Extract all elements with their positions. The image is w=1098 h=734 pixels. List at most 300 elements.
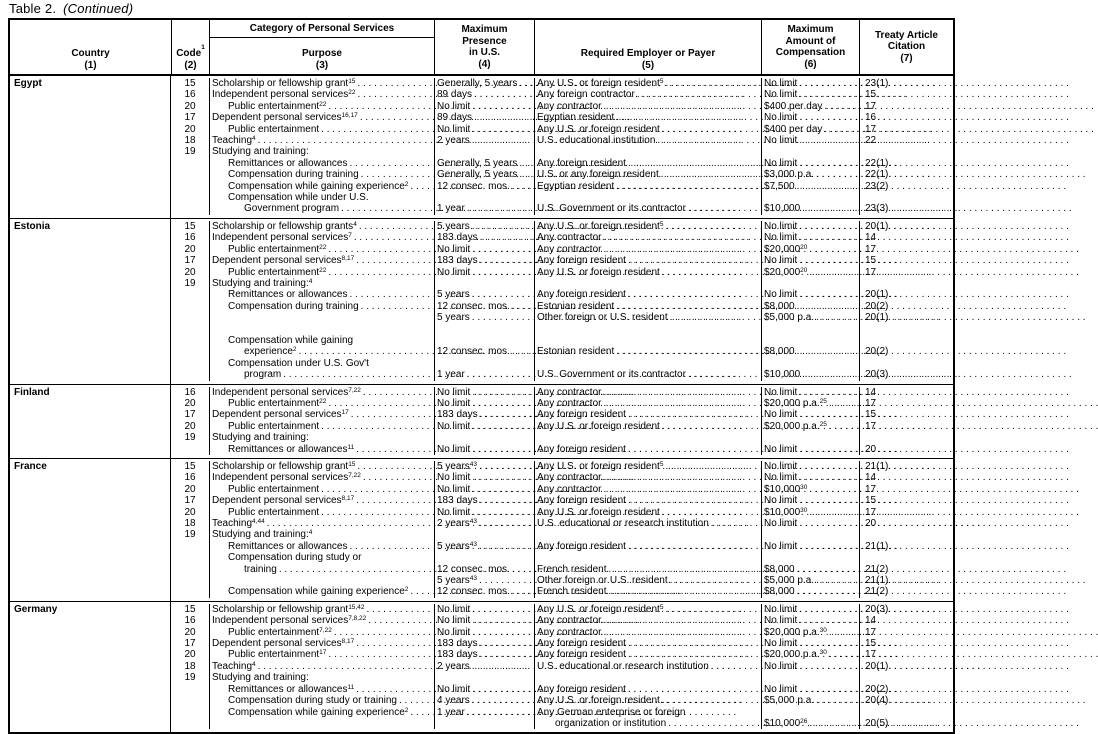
employer-cell: Any foreign resident . . . bbox=[534, 255, 761, 266]
dot-leader bbox=[480, 649, 532, 660]
employer-cell bbox=[534, 278, 761, 289]
compensation-cell: $8,000 . . . bbox=[761, 552, 859, 575]
presence-cell: No limit . . . bbox=[434, 472, 534, 483]
dot-leader bbox=[328, 101, 432, 112]
dot-leader bbox=[802, 203, 857, 214]
code-cell: 19 bbox=[184, 432, 196, 444]
dot-leader bbox=[472, 627, 532, 638]
dot-leader bbox=[628, 409, 759, 420]
dot-leader bbox=[816, 169, 857, 180]
dot-leader bbox=[816, 695, 857, 706]
dot-leader bbox=[361, 169, 432, 180]
dot-leader bbox=[467, 203, 532, 214]
compensation-cell: $5,000 p.a. . . . bbox=[761, 575, 859, 586]
employer-cell: Any foreign resident . . . bbox=[534, 289, 761, 300]
compensation-cell: $10,000 . . . bbox=[761, 192, 859, 215]
compensation-cell: $8,000 . . . bbox=[761, 586, 859, 597]
table-row bbox=[171, 552, 953, 575]
presence-cell: Generally, 5 years . . . bbox=[434, 158, 534, 169]
employer-cell: Any contractor . . . bbox=[534, 244, 761, 255]
compensation-cell: $20,000 p.a. $^{30}$ . . . bbox=[761, 649, 859, 660]
table-row bbox=[171, 409, 953, 420]
citation-cell: 20(1) bbox=[859, 661, 953, 672]
code-cell bbox=[171, 358, 209, 381]
table-row bbox=[171, 158, 953, 169]
dot-leader bbox=[341, 203, 432, 214]
code-cell bbox=[171, 312, 209, 323]
employer-cell: U.S. educational or research institution . . . bbox=[534, 518, 761, 529]
dot-leader bbox=[472, 244, 532, 255]
citation-cell: 14 bbox=[859, 472, 953, 483]
citation-cell: 21(1) bbox=[859, 461, 953, 472]
employer-cell: Any U.S. or foreign resident . . . bbox=[534, 695, 761, 706]
table-row bbox=[171, 484, 953, 495]
dot-leader bbox=[603, 472, 759, 483]
presence-cell: 12 consec. mos. . . . bbox=[434, 181, 534, 192]
citation-cell: 21(2) bbox=[859, 586, 953, 597]
dot-leader bbox=[809, 718, 857, 729]
table-row bbox=[171, 312, 953, 323]
dot-leader bbox=[799, 409, 857, 420]
code-cell: 19 bbox=[184, 672, 196, 684]
compensation-cell: No limit . . . bbox=[761, 221, 859, 232]
table-row bbox=[171, 301, 953, 312]
employer-cell: Any contractor . . . bbox=[534, 232, 761, 243]
compensation-cell: No limit . . . bbox=[761, 461, 859, 472]
compensation-cell: No limit . . . bbox=[761, 135, 859, 146]
dot-leader bbox=[628, 649, 759, 660]
dot-leader bbox=[797, 564, 857, 575]
dot-leader bbox=[616, 301, 759, 312]
presence-cell: 183 days . . . bbox=[434, 495, 534, 506]
compensation-cell: $400 per day . . . bbox=[761, 124, 859, 135]
dot-leader bbox=[809, 244, 857, 255]
dot-leader bbox=[628, 638, 759, 649]
dot-leader bbox=[357, 89, 432, 100]
country-name: Egypt bbox=[10, 76, 171, 218]
dot-leader bbox=[363, 387, 432, 398]
citation-cell: 17 bbox=[859, 101, 953, 112]
presence-cell: Generally, 5 years . . . bbox=[434, 169, 534, 180]
dot-leader bbox=[472, 444, 532, 455]
purpose-cell: Teaching $^4$ . . . bbox=[209, 661, 434, 672]
dot-leader bbox=[356, 444, 432, 455]
code-cell: 17 bbox=[184, 409, 196, 421]
dot-leader bbox=[472, 684, 532, 695]
employer-cell: Any U.S. or foreign resident . . . bbox=[534, 507, 761, 518]
table-row bbox=[171, 695, 953, 706]
citation-cell: 15 bbox=[859, 638, 953, 649]
presence-cell: No limit . . . bbox=[434, 124, 534, 135]
purpose-cell: Compensation while gaining experience $^2$ . . . bbox=[209, 707, 434, 730]
dot-leader bbox=[474, 112, 532, 123]
dot-leader bbox=[665, 461, 759, 472]
code-cell bbox=[171, 684, 209, 695]
citation-cell bbox=[859, 278, 953, 289]
citation-cell: 20(1) bbox=[859, 312, 953, 323]
compensation-cell: No limit . . . bbox=[761, 638, 859, 649]
purpose-cell: Public entertainment . . . bbox=[209, 507, 434, 518]
purpose-cell: Public entertainment $^{22}$ . . . bbox=[209, 101, 434, 112]
compensation-cell: No limit . . . bbox=[761, 495, 859, 506]
dot-leader bbox=[799, 472, 857, 483]
country-name: Finland bbox=[10, 385, 171, 458]
dot-leader bbox=[480, 255, 532, 266]
code-cell: 15 bbox=[184, 220, 196, 232]
citation-cell: 15 bbox=[859, 495, 953, 506]
dot-leader bbox=[603, 615, 759, 626]
table-row bbox=[171, 461, 953, 472]
table-row bbox=[171, 278, 953, 289]
presence-cell: 5 years $^{43}$ . . . bbox=[434, 461, 534, 472]
purpose-cell: Public entertainment $^{17}$ . . . bbox=[209, 649, 434, 660]
purpose-cell: Public entertainment . . . bbox=[209, 421, 434, 432]
dot-leader bbox=[472, 604, 532, 615]
purpose-cell: Remittances or allowances . . . bbox=[209, 541, 434, 552]
code-cell: 17 bbox=[184, 638, 196, 650]
dot-leader bbox=[637, 89, 759, 100]
purpose-cell: Public entertainment $^{22}$ . . . bbox=[209, 244, 434, 255]
table-row bbox=[171, 627, 953, 638]
dot-leader bbox=[603, 627, 759, 638]
employer-cell: Any U.S. or foreign resident . . . bbox=[534, 124, 761, 135]
table-row bbox=[171, 432, 953, 443]
citation-cell: 23(3) bbox=[859, 192, 953, 215]
purpose-cell: Public entertainment $^{7,22}$ . . . bbox=[209, 627, 434, 638]
dot-leader bbox=[829, 649, 857, 660]
presence-cell bbox=[434, 278, 534, 289]
presence-cell: 183 days . . . bbox=[434, 649, 534, 660]
dot-leader bbox=[816, 312, 857, 323]
presence-cell: 183 days . . . bbox=[434, 255, 534, 266]
table-row bbox=[171, 267, 953, 278]
dot-leader bbox=[258, 135, 432, 146]
dot-leader bbox=[472, 289, 532, 300]
dot-leader bbox=[799, 158, 857, 169]
table-row bbox=[171, 358, 953, 381]
dot-leader bbox=[410, 707, 432, 718]
dot-leader bbox=[799, 89, 857, 100]
dot-leader bbox=[628, 495, 759, 506]
dot-leader bbox=[799, 255, 857, 266]
presence-cell: 5 years . . . bbox=[434, 289, 534, 300]
table-row bbox=[171, 575, 953, 586]
dot-leader bbox=[797, 346, 857, 357]
purpose-cell: Compensation during study or training . . . bbox=[209, 552, 434, 575]
employer-cell: Any foreign resident . . . bbox=[534, 444, 761, 455]
dot-leader bbox=[616, 181, 759, 192]
table-row bbox=[171, 518, 953, 529]
compensation-cell: No limit . . . bbox=[761, 289, 859, 300]
compensation-cell: No limit . . . bbox=[761, 255, 859, 266]
compensation-cell: No limit . . . bbox=[761, 89, 859, 100]
dot-leader bbox=[799, 289, 857, 300]
presence-cell: No limit . . . bbox=[434, 267, 534, 278]
code-cell: 16 bbox=[184, 89, 196, 101]
purpose-cell: Teaching $^{4,44}$ . . . bbox=[209, 518, 434, 529]
dot-leader bbox=[472, 615, 532, 626]
presence-cell bbox=[434, 146, 534, 157]
table-row bbox=[171, 387, 953, 398]
dot-leader bbox=[668, 718, 759, 729]
dot-leader bbox=[410, 586, 432, 597]
compensation-cell: $20,000 $^{20}$ . . . bbox=[761, 267, 859, 278]
code-cell bbox=[171, 541, 209, 552]
header-country: Country (1) bbox=[71, 48, 110, 71]
table-row bbox=[171, 495, 953, 506]
dot-leader bbox=[472, 695, 532, 706]
header-category-purpose bbox=[209, 20, 434, 74]
compensation-cell bbox=[761, 672, 859, 683]
dot-leader bbox=[799, 221, 857, 232]
code-cell: 20 bbox=[184, 243, 196, 255]
table-title-continued: (Continued) bbox=[63, 1, 134, 16]
dot-leader bbox=[410, 181, 432, 192]
dot-leader bbox=[616, 112, 759, 123]
dot-leader bbox=[279, 564, 432, 575]
purpose-cell: Remittances or allowances . . . bbox=[209, 158, 434, 169]
purpose-cell: Dependent personal services $^{16,17}$ . . . bbox=[209, 112, 434, 123]
spacer-row bbox=[171, 324, 953, 335]
employer-cell: Any foreign resident . . . bbox=[534, 541, 761, 552]
presence-cell: 1 year . . . bbox=[434, 192, 534, 215]
dot-leader bbox=[356, 684, 432, 695]
dot-leader bbox=[328, 649, 432, 660]
citation-cell: 14 bbox=[859, 232, 953, 243]
dot-leader bbox=[328, 398, 432, 409]
dot-leader bbox=[321, 421, 432, 432]
dot-leader bbox=[258, 661, 432, 672]
purpose-cell: Compensation while under U.S. Government program . . . bbox=[209, 192, 434, 215]
employer-cell: U.S. Government or its contractor . . . bbox=[534, 358, 761, 381]
employer-cell: Any U.S. or foreign resident $^5$ . . . bbox=[534, 78, 761, 89]
code-cell: 18 bbox=[184, 135, 196, 147]
citation-cell: 14 bbox=[859, 615, 953, 626]
compensation-cell: $10,000 $^{30}$ . . . bbox=[761, 507, 859, 518]
treaty-table bbox=[8, 18, 955, 734]
dot-leader bbox=[321, 484, 432, 495]
purpose-cell: Studying and training: bbox=[209, 146, 434, 157]
presence-cell: 12 consec. mos. . . . bbox=[434, 335, 534, 358]
dot-leader bbox=[512, 181, 532, 192]
employer-cell: Any U.S. or foreign resident . . . bbox=[534, 267, 761, 278]
code-cell bbox=[171, 575, 209, 586]
country-section bbox=[10, 601, 953, 732]
dot-leader bbox=[799, 604, 857, 615]
country-section bbox=[10, 218, 953, 384]
dot-leader bbox=[829, 627, 857, 638]
header-treaty-citation: Treaty Article Citation (7) bbox=[859, 20, 953, 74]
compensation-cell: $20,000 p.a. $^{25}$ . . . bbox=[761, 421, 859, 432]
purpose-cell: Independent personal services $^{7,8,22}$ . . . bbox=[209, 615, 434, 626]
employer-cell: Any foreign resident . . . bbox=[534, 409, 761, 420]
dot-leader bbox=[467, 707, 532, 718]
purpose-cell: Independent personal services $^{7,22}$ . . . bbox=[209, 387, 434, 398]
citation-cell: 21(1) bbox=[859, 541, 953, 552]
table-row bbox=[171, 421, 953, 432]
dot-leader bbox=[816, 575, 857, 586]
code-cell: 20 bbox=[184, 123, 196, 135]
dot-leader bbox=[799, 638, 857, 649]
dot-leader bbox=[603, 387, 759, 398]
dot-leader bbox=[628, 541, 759, 552]
code-cell: 20 bbox=[184, 626, 196, 638]
compensation-cell: $20,000 p.a. $^{25}$ . . . bbox=[761, 398, 859, 409]
presence-cell: 2 years . . . bbox=[434, 661, 534, 672]
citation-cell: 21(1) bbox=[859, 575, 953, 586]
dot-leader bbox=[472, 124, 532, 135]
dot-leader bbox=[608, 586, 759, 597]
country-section bbox=[10, 458, 953, 601]
country-rows bbox=[171, 219, 953, 384]
code-cell bbox=[171, 695, 209, 706]
header-employer: Required Employer or Payer (5) bbox=[534, 20, 761, 74]
citation-cell: 16 bbox=[859, 112, 953, 123]
country-name: France bbox=[10, 459, 171, 601]
presence-cell: 5 years $^{43}$ . . . bbox=[434, 541, 534, 552]
code-cell bbox=[171, 324, 209, 335]
table-row bbox=[171, 707, 953, 730]
table-row bbox=[171, 398, 953, 409]
compensation-cell bbox=[761, 324, 859, 335]
dot-leader bbox=[356, 495, 432, 506]
code-cell: 17 bbox=[184, 112, 196, 124]
dot-leader bbox=[472, 661, 532, 672]
dot-leader bbox=[328, 244, 432, 255]
code-cell: 16 bbox=[184, 472, 196, 484]
code-cell: 20 bbox=[184, 397, 196, 409]
employer-cell: Any contractor . . . bbox=[534, 387, 761, 398]
dot-leader bbox=[603, 232, 759, 243]
table-row bbox=[171, 661, 953, 672]
code-cell bbox=[171, 192, 209, 215]
dot-leader bbox=[472, 484, 532, 495]
dot-leader bbox=[472, 135, 532, 146]
dot-leader bbox=[479, 541, 532, 552]
citation-cell: 15 bbox=[859, 255, 953, 266]
employer-cell: Any contractor . . . bbox=[534, 398, 761, 409]
header-purpose: Purpose (3) bbox=[301, 48, 342, 71]
purpose-cell: Public entertainment . . . bbox=[209, 124, 434, 135]
purpose-cell: Compensation during training . . . bbox=[209, 301, 434, 312]
dot-leader bbox=[480, 495, 532, 506]
dot-leader bbox=[616, 346, 759, 357]
purpose-cell: Independent personal services $^{22}$ . . . bbox=[209, 89, 434, 100]
table-row bbox=[171, 586, 953, 597]
purpose-cell: Dependent personal services $^{17}$ . . . bbox=[209, 409, 434, 420]
dot-leader bbox=[350, 158, 433, 169]
compensation-cell: $20,000 $^{20}$ . . . bbox=[761, 244, 859, 255]
employer-cell: Any contractor . . . bbox=[534, 615, 761, 626]
dot-leader bbox=[799, 444, 857, 455]
dot-leader bbox=[799, 112, 857, 123]
dot-leader bbox=[799, 615, 857, 626]
presence-cell: No limit . . . bbox=[434, 398, 534, 409]
compensation-cell: No limit . . . bbox=[761, 409, 859, 420]
table-row bbox=[171, 472, 953, 483]
dot-leader bbox=[519, 158, 532, 169]
dot-leader bbox=[359, 221, 432, 232]
citation-cell: 20(1) bbox=[859, 221, 953, 232]
citation-cell: 20 bbox=[859, 518, 953, 529]
presence-cell: 1 year . . . bbox=[434, 358, 534, 381]
employer-cell: U.S. Government or its contractor . . . bbox=[534, 192, 761, 215]
code-cell bbox=[171, 552, 209, 575]
dot-leader bbox=[799, 684, 857, 695]
employer-cell: Estonian resident . . . bbox=[534, 335, 761, 358]
compensation-cell: $10,000 $^{30}$ . . . bbox=[761, 484, 859, 495]
code-cell: 18 bbox=[184, 660, 196, 672]
employer-cell: Any foreign resident . . . bbox=[534, 649, 761, 660]
citation-cell: 23(1) bbox=[859, 78, 953, 89]
dot-leader bbox=[356, 638, 432, 649]
dot-leader bbox=[688, 203, 759, 214]
employer-cell bbox=[534, 529, 761, 540]
code-cell: 19 bbox=[184, 529, 196, 541]
dot-leader bbox=[662, 421, 759, 432]
presence-cell: 1 year . . . bbox=[434, 707, 534, 730]
dot-leader bbox=[357, 461, 432, 472]
country-name: Estonia bbox=[10, 219, 171, 384]
dot-leader bbox=[799, 495, 857, 506]
compensation-cell: No limit . . . bbox=[761, 661, 859, 672]
table-row bbox=[171, 649, 953, 660]
presence-cell: 2 years $^{43}$ . . . bbox=[434, 518, 534, 529]
employer-cell: Any contractor . . . bbox=[534, 472, 761, 483]
code-cell: 20 bbox=[184, 420, 196, 432]
dot-leader bbox=[662, 507, 759, 518]
table-row bbox=[171, 529, 953, 540]
presence-cell: No limit . . . bbox=[434, 615, 534, 626]
country-section bbox=[10, 76, 953, 218]
dot-leader bbox=[670, 575, 759, 586]
dot-leader bbox=[360, 112, 432, 123]
employer-cell: Any foreign resident . . . bbox=[534, 495, 761, 506]
dot-leader bbox=[799, 78, 857, 89]
dot-leader bbox=[472, 421, 532, 432]
purpose-cell: Compensation while gaining experience $^2$ . . . bbox=[209, 181, 434, 192]
presence-cell: 89 days . . . bbox=[434, 89, 534, 100]
employer-cell: Any foreign resident . . . bbox=[534, 158, 761, 169]
dot-leader bbox=[472, 387, 532, 398]
table-row bbox=[171, 615, 953, 626]
dot-leader bbox=[480, 232, 532, 243]
dot-leader bbox=[799, 661, 857, 672]
code-cell: 16 bbox=[184, 232, 196, 244]
dot-leader bbox=[357, 78, 432, 89]
code-cell: 20 bbox=[184, 649, 196, 661]
compensation-cell: No limit . . . bbox=[761, 444, 859, 455]
dot-leader bbox=[480, 409, 532, 420]
dot-leader bbox=[628, 684, 759, 695]
dot-leader bbox=[603, 244, 759, 255]
employer-cell: French resident . . . bbox=[534, 552, 761, 575]
employer-cell: French resident . . . bbox=[534, 586, 761, 597]
citation-cell: 23(2) bbox=[859, 181, 953, 192]
dot-leader bbox=[711, 518, 759, 529]
dot-leader bbox=[799, 541, 857, 552]
country-rows bbox=[171, 459, 953, 601]
presence-cell: 183 days . . . bbox=[434, 638, 534, 649]
citation-cell: 20(2) bbox=[859, 684, 953, 695]
dot-leader bbox=[628, 289, 759, 300]
table-row bbox=[171, 604, 953, 615]
dot-leader bbox=[363, 472, 432, 483]
purpose-cell: Scholarship or fellowship grants $^4$ . . . bbox=[209, 221, 434, 232]
presence-cell: No limit . . . bbox=[434, 387, 534, 398]
dot-leader bbox=[797, 586, 857, 597]
compensation-cell bbox=[761, 146, 859, 157]
